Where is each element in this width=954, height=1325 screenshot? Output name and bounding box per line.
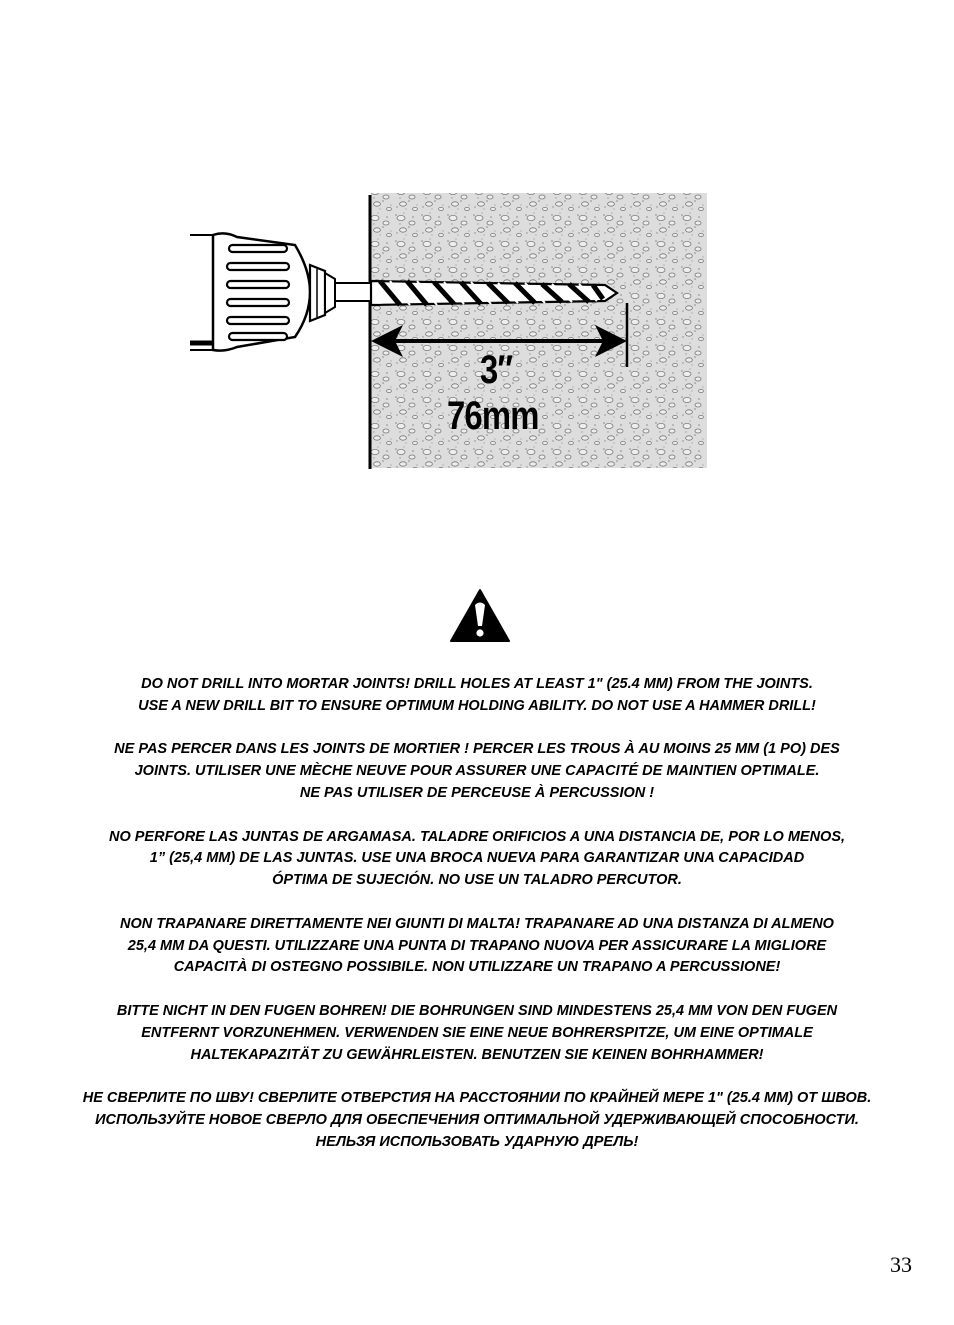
warning-line: USE A NEW DRILL BIT TO ENSURE OPTIMUM HOLDING ABILITY. DO NOT USE A HAMMER DRILL! (138, 697, 816, 714)
dimension-metric-label: 76mm (447, 394, 539, 438)
warning-line: HALTEKAPAZITÄT ZU GEWÄHRLEISTEN. BENUTZEN SIE KEINEN BOHRHAMMER! (190, 1046, 764, 1063)
warning-line: ENTFERNT VORZUNEHMEN. VERWENDEN SIE EINE NEUE BOHRERSPITZE, UM EINE OPTIMALE (141, 1024, 813, 1041)
warning-line: НЕЛЬЗЯ ИСПОЛЬЗОВАТЬ УДАРНУЮ ДРЕЛЬ! (315, 1133, 639, 1150)
warning-block-english (40, 674, 914, 718)
warning-line: НЕ СВЕРЛИТЕ ПО ШВУ! СВЕРЛИТЕ ОТВЕРСТИЯ НА РАССТОЯНИИ ПО КРАЙНЕЙ МЕРЕ 1" (25.4 MM) ОТ ШВОВ. (82, 1090, 872, 1107)
warning-line: 25,4 MM DA QUESTI. UTILIZZARE UNA PUNTA DI TRAPANO NUOVA PER ASSICURARE LA MIGLIORE (127, 937, 827, 954)
warning-line: BITTE NICHT IN DEN FUGEN BOHREN! DIE BOHRUNGEN SIND MINDESTENS 25,4 MM VON DEN FUGEN (116, 1002, 838, 1019)
warning-line: NO PERFORE LAS JUNTAS DE ARGAMASA. TALADRE ORIFICIOS A UNA DISTANCIA DE, POR LO MENOS, (108, 828, 846, 845)
warning-line: NE PAS UTILISER DE PERCEUSE À PERCUSSION ! (299, 784, 655, 801)
dimension-imperial-label: 3″ (480, 348, 513, 392)
warning-line: NE PAS PERCER DANS LES JOINTS DE MORTIER ! PERCER LES TROUS À AU MOINS 25 MM (1 PO) DES (114, 741, 840, 758)
warning-block-spanish (40, 827, 914, 892)
warning-block-german (40, 1001, 914, 1066)
warning-line: NON TRAPANARE DIRETTAMENTE NEI GIUNTI DI MALTA! TRAPANARE AD UNA DISTANZA DI ALMENO (120, 915, 834, 932)
warning-text-section (40, 674, 914, 1175)
warning-line: JOINTS. UTILISER UNE MÈCHE NEUVE POUR ASSURER UNE CAPACITÉ DE MAINTIEN OPTIMALE. (134, 763, 820, 780)
warning-line: CAPACITÀ DI OSTEGNO POSSIBILE. NON UTILIZZARE UN TRAPANO A PERCUSSIONE! (173, 959, 781, 976)
warning-block-french (40, 739, 914, 804)
warning-block-russian (40, 1088, 914, 1153)
warning-line: DO NOT DRILL INTO MORTAR JOINTS! DRILL HOLES AT LEAST 1" (25.4 MM) FROM THE JOINTS. (141, 676, 813, 692)
warning-block-italian (40, 914, 914, 979)
warning-line: 1” (25,4 MM) DE LAS JUNTAS. USE UNA BROCA NUEVA PARA GARANTIZAR UNA CAPACIDAD (149, 850, 805, 867)
warning-line: ИСПОЛЬЗУЙТЕ НОВОЕ СВЕРЛО ДЛЯ ОБЕСПЕЧЕНИЯ ОПТИМАЛЬНОЙ УДЕРЖИВАЮЩЕЙ СПОСОБНОСТИ. (95, 1111, 859, 1128)
warning-triangle-icon (449, 588, 511, 643)
page-number: 33 (890, 1252, 912, 1277)
warning-line: ÓPTIMA DE SUJECIÓN. NO USE UN TALADRO PERCUTOR. (272, 872, 682, 889)
